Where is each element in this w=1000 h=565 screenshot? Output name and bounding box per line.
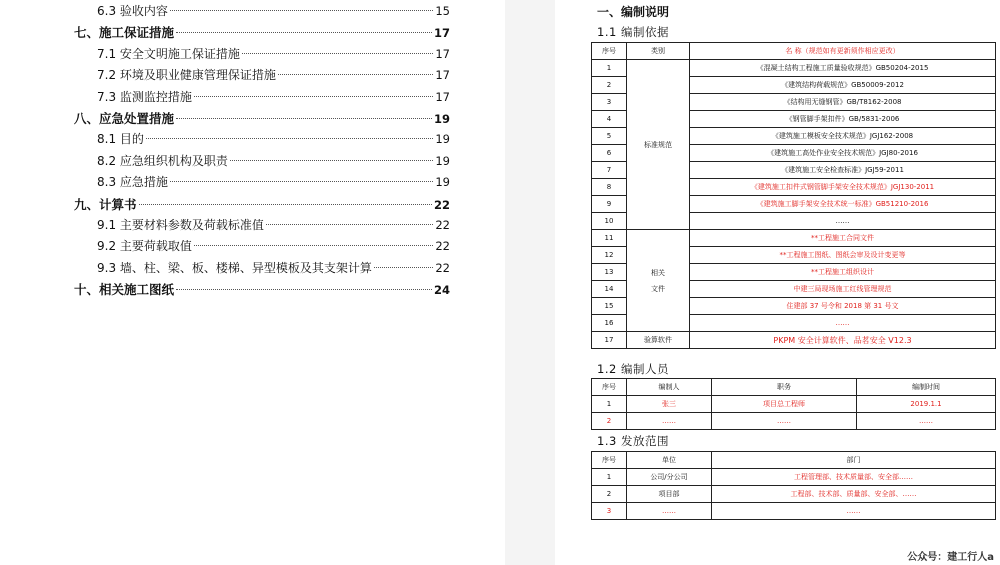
table-row (592, 469, 996, 486)
toc-entry[interactable] (74, 194, 450, 215)
basis-no: 5 (592, 128, 627, 145)
toc-page-number: 19 (435, 175, 450, 190)
toc-leader-dots (176, 118, 432, 119)
basis-no: 4 (592, 111, 627, 128)
basis-no: 16 (592, 315, 627, 332)
basis-no: 14 (592, 281, 627, 298)
toc-entry[interactable] (97, 258, 450, 279)
dist-unit: …… (627, 503, 712, 520)
toc-entry-label: 8.2 应急组织机构及职责 (97, 153, 228, 168)
table-row (592, 413, 996, 430)
basis-no: 15 (592, 298, 627, 315)
toc-page-number: 17 (435, 68, 450, 83)
toc-page-number: 22 (433, 197, 450, 212)
basis-header-category: 类别 (627, 43, 690, 60)
dist-no: 1 (592, 469, 627, 486)
staff-no: 1 (592, 396, 627, 413)
dist-dept: …… (712, 503, 996, 520)
page-gutter (505, 0, 555, 565)
toc-entry-label: 八、应急处置措施 (74, 111, 175, 126)
toc-entry-label: 7.2 环境及职业健康管理保证措施 (97, 68, 276, 83)
basis-no: 9 (592, 196, 627, 213)
toc-leader-dots (176, 32, 432, 33)
table-row (592, 503, 996, 520)
staff-role: 项目总工程师 (712, 396, 857, 413)
toc-leader-dots (242, 53, 433, 54)
basis-name: …… (690, 315, 996, 332)
staff-name: 张三 (627, 396, 712, 413)
distribution-heading: 1.3 发放范围 (597, 434, 669, 448)
basis-no: 12 (592, 247, 627, 264)
toc-entry[interactable] (97, 65, 450, 86)
dist-unit: 公司/分公司 (627, 469, 712, 486)
toc-leader-dots (374, 267, 433, 268)
toc-entry[interactable] (97, 87, 450, 108)
staff-header-name: 编制人 (627, 379, 712, 396)
toc-entry[interactable] (74, 22, 450, 43)
basis-name: 《结构用无缝钢管》GB/T8162-2008 (690, 94, 996, 111)
dist-header-no: 序号 (592, 452, 627, 469)
toc-entry-label: 7.1 安全文明施工保证措施 (97, 46, 240, 61)
basis-name: 《建筑施工安全检查标准》JGJ59-2011 (690, 162, 996, 179)
staff-table (591, 378, 996, 430)
toc-entry[interactable] (97, 44, 450, 65)
toc-entry-label: 7.3 监测监控措施 (97, 89, 192, 104)
toc-page-number: 19 (433, 112, 450, 126)
basis-name: **工程施工合同文件 (690, 230, 996, 247)
dist-no: 2 (592, 486, 627, 503)
toc-entry[interactable] (74, 108, 450, 129)
toc-leader-dots (170, 181, 433, 182)
table-row (592, 396, 996, 413)
toc-page-number: 15 (435, 4, 450, 18)
toc-entry-label: 七、施工保证措施 (74, 25, 175, 41)
basis-category-standards: 标准规范 (627, 60, 690, 230)
basis-no: 17 (592, 332, 627, 349)
basis-category-docs (627, 230, 690, 332)
staff-heading: 1.2 编制人员 (597, 362, 669, 376)
toc-page-number: 17 (433, 26, 450, 41)
basis-no: 8 (592, 179, 627, 196)
staff-date: 2019.1.1 (857, 396, 996, 413)
basis-category-docs-line1: 相关 (651, 268, 665, 277)
distribution-table (591, 451, 996, 520)
dist-header-unit: 单位 (627, 452, 712, 469)
toc-page-number: 22 (435, 218, 450, 232)
toc-page-number: 19 (435, 132, 450, 147)
staff-header-role: 职务 (712, 379, 857, 396)
basis-name: 《建筑结构荷载规范》GB50009-2012 (690, 77, 996, 94)
toc-leader-dots (194, 245, 433, 246)
toc-entry[interactable] (74, 279, 450, 300)
toc-entry-label: 6.3 验收内容 (97, 4, 168, 18)
basis-name: 住建部 37 号令和 2018 第 31 号文 (690, 298, 996, 315)
toc-page-number: 17 (435, 89, 450, 104)
toc-entry[interactable] (97, 172, 450, 193)
table-row (592, 230, 996, 247)
basis-table (591, 42, 996, 349)
basis-no: 3 (592, 94, 627, 111)
toc-entry-label: 九、计算书 (74, 196, 137, 212)
toc-leader-dots (230, 160, 433, 161)
toc-page-number: 22 (435, 260, 450, 275)
basis-no: 2 (592, 77, 627, 94)
table-row (592, 60, 996, 77)
toc-page-number: 17 (435, 46, 450, 61)
basis-category-software: 验算软件 (627, 332, 690, 349)
toc-leader-dots (139, 204, 432, 205)
toc-leader-dots (278, 74, 433, 75)
table-row (592, 486, 996, 503)
basis-name: …… (690, 213, 996, 230)
basis-no: 13 (592, 264, 627, 281)
toc-entry[interactable] (97, 1, 450, 22)
toc-entry-label: 9.1 主要材料参数及荷载标准值 (97, 218, 264, 232)
toc-entry[interactable] (97, 236, 450, 257)
staff-name: …… (627, 413, 712, 430)
basis-heading: 1.1 编制依据 (597, 25, 669, 39)
staff-date: …… (857, 413, 996, 430)
table-row (592, 332, 996, 349)
basis-name: **工程施工图纸、图纸会审及设计变更等 (690, 247, 996, 264)
dist-dept: 工程管理部、技术质量部、安全部…… (712, 469, 996, 486)
toc-entry-label: 十、相关施工图纸 (74, 282, 175, 298)
basis-name: PKPM 安全计算软件、品茗安全 V12.3 (690, 332, 996, 349)
footer-watermark: 公众号：建工行人a (907, 552, 994, 563)
staff-header-no: 序号 (592, 379, 627, 396)
basis-name: 《混凝土结构工程施工质量验收规范》GB50204-2015 (690, 60, 996, 77)
basis-no: 1 (592, 60, 627, 77)
dist-unit: 项目部 (627, 486, 712, 503)
toc-page-number: 22 (435, 239, 450, 254)
basis-no: 11 (592, 230, 627, 247)
basis-name: 《建筑施工扣件式钢管脚手架安全技术规范》JGJ130-2011 (690, 179, 996, 196)
basis-name: 《建筑施工高处作业安全技术规范》JGJ80-2016 (690, 145, 996, 162)
staff-header-date: 编制时间 (857, 379, 996, 396)
section-title: 一、编制说明 (597, 5, 670, 19)
toc-entry-label: 9.2 主要荷载取值 (97, 239, 192, 254)
dist-header-dept: 部门 (712, 452, 996, 469)
toc-entry[interactable] (97, 151, 450, 172)
basis-no: 7 (592, 162, 627, 179)
basis-header-no: 序号 (592, 43, 627, 60)
basis-header-name: 名 称（规范如有更新须作相应更改） (690, 43, 996, 60)
basis-no: 10 (592, 213, 627, 230)
basis-name: **工程施工组织设计 (690, 264, 996, 281)
basis-no: 6 (592, 145, 627, 162)
toc-leader-dots (146, 138, 433, 139)
basis-name: 中建三局现场施工红线管理规范 (690, 281, 996, 298)
toc-entry-label: 8.1 目的 (97, 132, 144, 147)
toc-leader-dots (176, 289, 432, 290)
toc-entry-label: 8.3 应急措施 (97, 175, 168, 190)
dist-no: 3 (592, 503, 627, 520)
basis-name: 《钢管脚手架扣件》GB/5831-2006 (690, 111, 996, 128)
toc-page-number: 19 (435, 153, 450, 168)
dist-dept: 工程部、技术部、质量部、安全部、…… (712, 486, 996, 503)
toc-entry-label: 9.3 墙、柱、梁、板、楼梯、异型模板及其支架计算 (97, 260, 372, 275)
toc-entry[interactable] (97, 129, 450, 150)
staff-no: 2 (592, 413, 627, 430)
toc-entry[interactable] (97, 215, 450, 236)
basis-name: 《建筑施工模板安全技术规范》JGJ162-2008 (690, 128, 996, 145)
toc-leader-dots (170, 10, 433, 11)
toc-leader-dots (194, 96, 433, 97)
basis-name: 《建筑施工脚手架安全技术统一标准》GB51210-2016 (690, 196, 996, 213)
toc-page-number: 24 (433, 283, 450, 298)
basis-category-docs-line2: 文件 (651, 284, 665, 293)
toc-leader-dots (266, 224, 433, 225)
staff-role: …… (712, 413, 857, 430)
